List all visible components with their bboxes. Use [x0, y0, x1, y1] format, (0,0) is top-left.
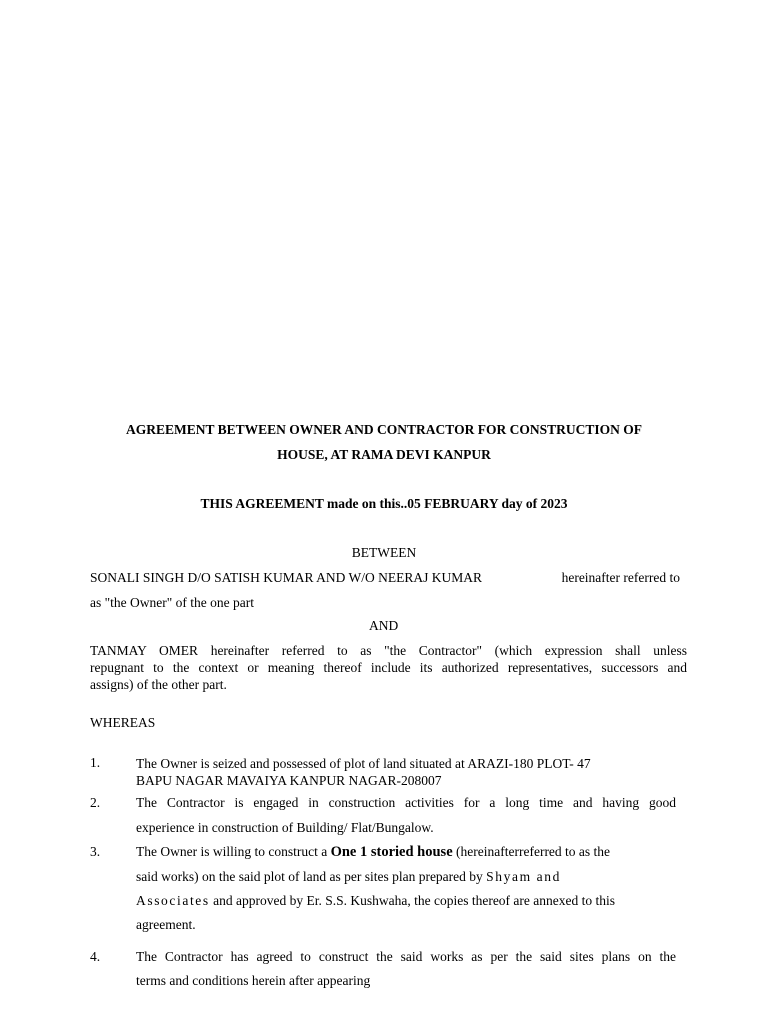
owner-line-1-rest: hereinafter referred to — [561, 570, 680, 585]
contractor-line-3: assigns) of the other part. — [90, 677, 227, 692]
agreement-lead-text: THIS AGREEMENT made on this.. — [200, 496, 408, 511]
clause-3-line-1-post: (hereinafterreferred to as the — [452, 844, 611, 859]
architect-name-cont: Associates — [136, 893, 210, 908]
clause-4-number: 4. — [90, 949, 101, 964]
owner-line-2: as "the Owner" of the one part — [90, 595, 254, 610]
clause-1-line-1: The Owner is seized and possessed of plot of land situated at ARAZI-180 PLOT- 47 — [136, 756, 591, 771]
owner-name: SONALI SINGH D/O SATISH KUMAR AND W/O NEERAJ KUMAR — [90, 570, 483, 585]
architect-name: Shyam and — [486, 869, 561, 884]
and-label: AND — [369, 618, 399, 633]
clause-3-line-2 — [136, 869, 561, 885]
document-title-line-1: AGREEMENT BETWEEN OWNER AND CONTRACTOR FOR CONSTRUCTION OF — [126, 422, 642, 437]
between-label: BETWEEN — [351, 545, 417, 560]
clause-3-number: 3. — [90, 844, 101, 859]
agreement-date-line — [0, 496, 768, 512]
clause-2-line-1: The Contractor is engaged in construction activities for a long time and having good — [136, 795, 676, 810]
clause-1-number: 1. — [90, 755, 101, 770]
clause-3-line-3 — [136, 893, 615, 909]
clause-2-number: 2. — [90, 795, 101, 810]
clause-4-line-2: terms and conditions herein after appearing — [136, 973, 371, 988]
clause-2-line-2: experience in construction of Building/ Flat/Bungalow. — [136, 820, 434, 835]
agreement-date: 05 FEBRUARY — [407, 496, 499, 511]
house-type: One 1 storied house — [330, 844, 453, 860]
contractor-line-2: repugnant to the context or meaning thereof include its authorized representatives, successors and — [90, 660, 687, 675]
clause-3-line-4: agreement. — [136, 917, 196, 932]
contractor-line-1: TANMAY OMER hereinafter referred to as "the Contractor" (which expression shall unless — [90, 643, 687, 658]
agreement-mid-text: day of — [498, 496, 541, 511]
clause-3-line-3-post: and approved by Er. S.S. Kushwaha, the copies thereof are annexed to this — [209, 893, 616, 908]
clause-3-line-1 — [136, 844, 610, 861]
clause-1-line-2: BAPU NAGAR MAVAIYA KANPUR NAGAR-208007 — [136, 773, 442, 788]
whereas-label: WHEREAS — [90, 715, 156, 730]
clause-4-line-1: The Contractor has agreed to construct the said works as per the said sites plans on the — [136, 949, 676, 964]
document-title-line-2: HOUSE, AT RAMA DEVI KANPUR — [277, 447, 491, 462]
owner-line-1 — [90, 570, 680, 586]
clause-3-line-2-pre: said works) on the said plot of land as per sites plan prepared by — [136, 869, 487, 884]
agreement-year: 2023 — [540, 496, 568, 511]
clause-3-line-1-pre: The Owner is willing to construct a — [136, 844, 331, 859]
